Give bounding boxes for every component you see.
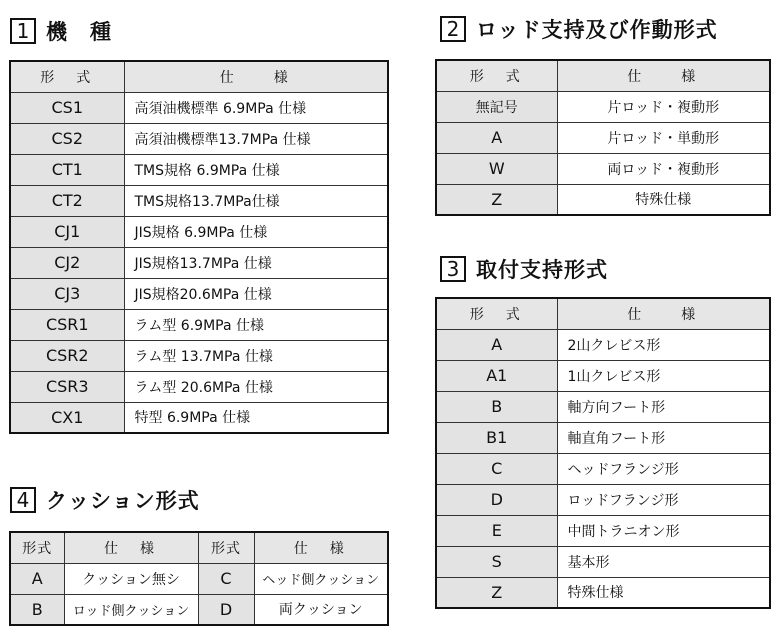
spec-cell: 片ロッド・単動形 — [557, 122, 770, 153]
table-row — [436, 91, 770, 122]
code-cell: Z — [436, 577, 557, 608]
section-number-box: 1 — [10, 18, 36, 44]
spec-cell: 軸方向フート形 — [557, 391, 770, 422]
code-cell: B1 — [436, 422, 557, 453]
header-cell: 仕 様 — [254, 532, 388, 563]
spec-cell: ロッドフランジ形 — [557, 484, 770, 515]
header-cell: 仕 様 — [64, 532, 198, 563]
header-cell: 形 式 — [436, 60, 557, 91]
table-row — [10, 154, 388, 185]
spec-cell: 中間トラニオン形 — [557, 515, 770, 546]
spec-cell: ラム型 13.7MPa 仕様 — [124, 340, 388, 371]
header-cell: 仕 様 — [124, 61, 388, 92]
spec-cell: ヘッド側クッション — [254, 563, 388, 594]
section-title: ロッド支持及び作動形式 — [476, 18, 718, 42]
table-header-row — [436, 60, 770, 91]
code-cell: CSR2 — [10, 340, 124, 371]
table-row — [436, 515, 770, 546]
code-cell: C — [198, 563, 254, 594]
table-row — [436, 422, 770, 453]
table-header-row — [10, 61, 388, 92]
section-number-box: 3 — [440, 256, 466, 282]
spec-cell: 両ロッド・複動形 — [557, 153, 770, 184]
code-cell: B — [10, 594, 64, 625]
code-cell: B — [436, 391, 557, 422]
header-cell: 仕 様 — [557, 60, 770, 91]
code-cell: CSR3 — [10, 371, 124, 402]
header-cell: 仕 様 — [557, 298, 770, 329]
spec-cell: 片ロッド・複動形 — [557, 91, 770, 122]
spec-cell: TMS規格13.7MPa仕様 — [124, 185, 388, 216]
code-cell: CSR1 — [10, 309, 124, 340]
section-2-heading — [440, 14, 718, 44]
table-row — [436, 546, 770, 577]
code-cell: A1 — [436, 360, 557, 391]
code-cell: CT1 — [10, 154, 124, 185]
header-cell: 形 式 — [10, 61, 124, 92]
cushion-table — [9, 531, 389, 626]
section-title: 取付支持形式 — [476, 258, 608, 282]
table-row — [436, 360, 770, 391]
table-row — [436, 122, 770, 153]
spec-cell: 特殊仕様 — [557, 577, 770, 608]
table-row — [436, 577, 770, 608]
section-title: 機 種 — [46, 20, 112, 44]
table-row — [10, 309, 388, 340]
table-row — [436, 329, 770, 360]
spec-cell: 2山クレビス形 — [557, 329, 770, 360]
header-cell: 形式 — [10, 532, 64, 563]
mounting-table — [435, 297, 771, 609]
table-row — [436, 153, 770, 184]
table-row — [10, 92, 388, 123]
spec-cell: ヘッドフランジ形 — [557, 453, 770, 484]
section-title: クッション形式 — [46, 489, 200, 513]
table-row — [10, 594, 388, 625]
table-row — [436, 391, 770, 422]
code-cell: CJ1 — [10, 216, 124, 247]
spec-cell: 軸直角フート形 — [557, 422, 770, 453]
code-cell: CS2 — [10, 123, 124, 154]
code-cell: A — [436, 329, 557, 360]
table-row — [10, 278, 388, 309]
table-row — [10, 371, 388, 402]
code-cell: Z — [436, 184, 557, 215]
section-number-box: 4 — [10, 487, 36, 513]
model-table — [9, 60, 389, 434]
table-row — [436, 484, 770, 515]
table-row — [10, 185, 388, 216]
table-row — [10, 563, 388, 594]
table-row — [436, 453, 770, 484]
code-cell: D — [436, 484, 557, 515]
header-cell: 形式 — [198, 532, 254, 563]
code-cell: A — [436, 122, 557, 153]
spec-cell: JIS規格20.6MPa 仕様 — [124, 278, 388, 309]
table-row — [10, 340, 388, 371]
code-cell: CJ3 — [10, 278, 124, 309]
section-4-heading — [10, 485, 200, 515]
code-cell: S — [436, 546, 557, 577]
section-1-heading — [10, 16, 112, 46]
spec-cell: 両クッション — [254, 594, 388, 625]
code-cell: CT2 — [10, 185, 124, 216]
table-row — [10, 247, 388, 278]
spec-cell: TMS規格 6.9MPa 仕様 — [124, 154, 388, 185]
code-cell: A — [10, 563, 64, 594]
code-cell: CS1 — [10, 92, 124, 123]
spec-cell: 1山クレビス形 — [557, 360, 770, 391]
spec-cell: クッション無シ — [64, 563, 198, 594]
code-cell: E — [436, 515, 557, 546]
spec-cell: ラム型 20.6MPa 仕様 — [124, 371, 388, 402]
table-row — [10, 216, 388, 247]
header-cell: 形 式 — [436, 298, 557, 329]
spec-cell: 高須油機標準 6.9MPa 仕様 — [124, 92, 388, 123]
code-cell: 無記号 — [436, 91, 557, 122]
section-3-heading — [440, 254, 608, 284]
code-cell: W — [436, 153, 557, 184]
table-row — [10, 402, 388, 433]
spec-cell: 高須油機標準13.7MPa 仕様 — [124, 123, 388, 154]
code-cell: CJ2 — [10, 247, 124, 278]
rod-support-table — [435, 59, 771, 216]
spec-cell: 特型 6.9MPa 仕様 — [124, 402, 388, 433]
table-header-row — [436, 298, 770, 329]
spec-cell: 基本形 — [557, 546, 770, 577]
table-row — [436, 184, 770, 215]
code-cell: D — [198, 594, 254, 625]
table-row — [10, 123, 388, 154]
table-header-row — [10, 532, 388, 563]
code-cell: C — [436, 453, 557, 484]
spec-cell: JIS規格13.7MPa 仕様 — [124, 247, 388, 278]
spec-cell: ロッド側クッション — [64, 594, 198, 625]
code-cell: CX1 — [10, 402, 124, 433]
spec-cell: 特殊仕様 — [557, 184, 770, 215]
spec-cell: JIS規格 6.9MPa 仕様 — [124, 216, 388, 247]
spec-cell: ラム型 6.9MPa 仕様 — [124, 309, 388, 340]
section-number-box: 2 — [440, 16, 466, 42]
